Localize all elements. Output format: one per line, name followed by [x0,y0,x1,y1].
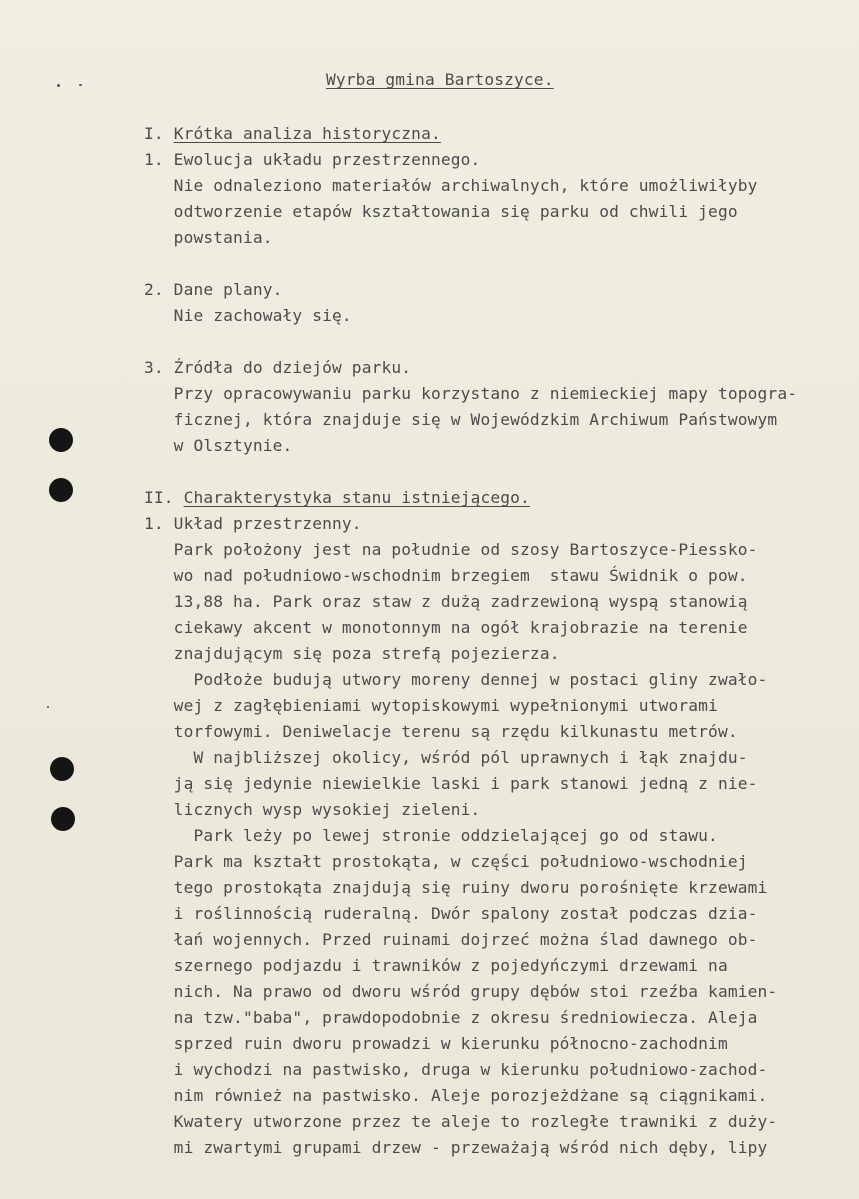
body-line: licznych wysp wysokiej zieleni. [144,800,481,819]
body-line: 2. Dane plany. [144,280,283,299]
body-line: ją się jedynie niewielkie laski i park stanowi jedną z nie- [144,774,758,793]
paper-speck [79,84,82,86]
body-line: Nie zachowały się. [144,306,352,325]
body-line: szernego podjazdu i trawników z pojedyńczymi drzewami na [144,956,728,975]
section-heading: I. Krótka analiza historyczna. [144,124,441,143]
body-line: tego prostokąta znajdują się ruiny dworu porośnięte krzewami [144,878,768,897]
paper-speck [57,84,60,87]
body-line: 3. Źródła do dziejów parku. [144,358,412,377]
body-line: w Olsztynie. [144,436,293,455]
body-line: powstania. [144,228,273,247]
punch-hole [49,478,73,502]
body-line: torfowymi. Deniwelacje terenu są rzędu kilkunastu metrów. [144,722,738,741]
body-line: i roślinnością ruderalną. Dwór spalony został podczas dzia- [144,904,758,923]
body-line: łań wojennych. Przed ruinami dojrzeć można ślad dawnego ob- [144,930,758,949]
body-line: Podłoże budują utwory moreny dennej w postaci gliny zwało- [144,670,768,689]
body-line: wej z zagłębieniami wytopiskowymi wypełnionymi utworami [144,696,718,715]
body-line: sprzed ruin dworu prowadzi w kierunku północno-zachodnim [144,1034,728,1053]
document-title: Wyrba gmina Bartoszyce. [326,70,554,89]
punch-hole [49,428,73,452]
punch-hole [50,757,74,781]
body-line: znajdującym się poza strefą pojezierza. [144,644,560,663]
section-heading: II. Charakterystyka stanu istniejącego. [144,488,530,507]
body-line: Nie odnaleziono materiałów archiwalnych, które umożliwiłyby [144,176,758,195]
body-line: Park położony jest na południe od szosy Bartoszyce-Piessko- [144,540,758,559]
paper-speck [47,706,49,708]
body-line: mi zwartymi grupami drzew - przeważają wśród nich dęby, lipy [144,1138,768,1157]
body-line: W najbliższej okolicy, wśród pól uprawnych i łąk znajdu- [144,748,748,767]
body-line: Przy opracowywaniu parku korzystano z niemieckiej mapy topogra- [144,384,798,403]
body-line: wo nad południowo-wschodnim brzegiem stawu Świdnik o pow. [144,566,748,585]
body-line: 1. Układ przestrzenny. [144,514,362,533]
body-line: na tzw."baba", prawdopodobnie z okresu średniowiecza. Aleja [144,1008,758,1027]
body-line: Kwatery utworzone przez te aleje to rozległe trawniki z duży- [144,1112,778,1131]
body-line: odtworzenie etapów kształtowania się parku od chwili jego [144,202,738,221]
body-line: 1. Ewolucja układu przestrzennego. [144,150,481,169]
body-line: Park ma kształt prostokąta, w części południowo-wschodniej [144,852,748,871]
body-line: ciekawy akcent w monotonnym na ogół krajobrazie na terenie [144,618,748,637]
body-line: Park leży po lewej stronie oddzielającej go od stawu. [144,826,718,845]
body-line: nim również na pastwisko. Aleje porozjeżdżane są ciągnikami. [144,1086,768,1105]
body-line: nich. Na prawo od dworu wśród grupy dębów stoi rzeźba kamien- [144,982,778,1001]
body-line: 13,88 ha. Park oraz staw z dużą zadrzewioną wyspą stanowią [144,592,748,611]
body-line: ficznej, która znajduje się w Wojewódzkim Archiwum Państwowym [144,410,778,429]
punch-hole [51,807,75,831]
body-line: i wychodzi na pastwisko, druga w kierunku południowo-zachod- [144,1060,768,1079]
